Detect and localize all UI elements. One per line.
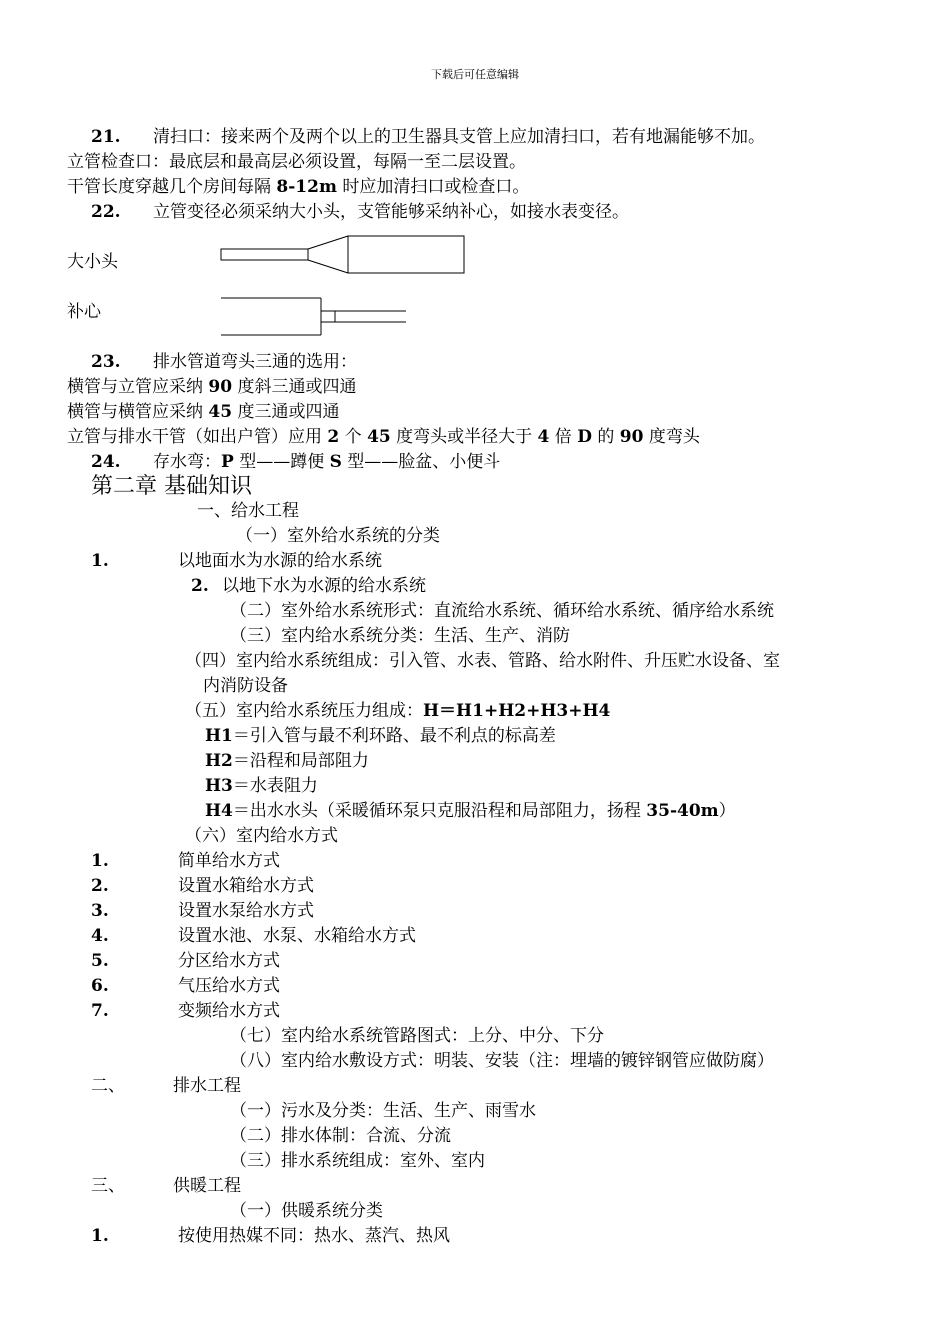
text-part: 横管与立管应采纳 [67,377,209,397]
page-header: 下载后可任意编辑 [431,68,519,81]
item-text: 排水管道弯头三通的选用： [153,352,357,372]
subsection-outdoor-forms: （二）室外给水系统形式：直流给水系统、循环给水系统、循序给水系统 [230,601,774,621]
pressure-formula: H＝H1+H2+H3+H4 [423,701,611,721]
text-part: 倍 [549,427,578,447]
item-text: 设置水泵给水方式 [178,901,314,921]
item-number: 24. [91,452,121,472]
figure-label-bushing: 补心 [67,302,101,322]
text-part: 横管与横管应采纳 [67,402,209,422]
item-number: 3. [91,901,109,921]
section-number: 三、 [91,1176,125,1196]
text-part: 度三通或四通 [232,402,340,422]
item-text: 以地下水为水源的给水系统 [222,576,426,596]
bushing-drawing [221,298,406,335]
text-part: 个 [339,427,368,447]
list-item [91,850,280,872]
pressure-h4 [205,800,736,822]
subsection-sewage: （一）污水及分类：生活、生产、雨雪水 [230,1101,536,1121]
paragraph-riser-inspection: 立管检查口：最底层和最高层必须设置，每隔一至二层设置。 [67,152,526,172]
text-part: 度弯头 [643,427,700,447]
subsection-drainage-system: （二）排水体制：合流、分流 [230,1126,451,1146]
text-bold: H3 [205,776,233,796]
item-23 [91,351,357,373]
pressure-h2 [205,750,369,772]
item-number: 6. [91,976,109,996]
text-part: ＝出水水头（采暖循环泵只克服沿程和局部阻力，扬程 [232,801,647,821]
paragraph-riser-main [67,426,700,448]
text-bold: D [577,427,592,447]
item-text: 按使用热媒不同：热水、蒸汽、热风 [178,1226,450,1246]
text-bold: H2 [205,751,233,771]
list-item [191,575,426,597]
list-item [91,1000,280,1022]
subsection-indoor-components: （四）室内给水系统组成：引入管、水表、管路、给水附件、升压贮水设备、室 [185,651,780,671]
text-part: 立管与排水干管（如出户管）应用 [67,427,328,447]
list-item [91,925,416,947]
item-number: 4. [91,926,109,946]
paragraph-horizontal-horizontal [67,401,339,423]
paragraph-horizontal-vertical [67,376,356,398]
item-number: 21. [91,127,121,147]
text-part: 度弯头或半径大于 [390,427,538,447]
text-part: 存水弯： [153,452,221,472]
item-number: 1. [91,851,109,871]
list-item [91,1225,450,1247]
text-bold: 4 [537,427,550,447]
text-bold: H1 [205,726,233,746]
item-number: 5. [91,951,109,971]
pressure-h1 [205,725,556,747]
item-number: 22. [91,202,121,222]
item-number: 7. [91,1001,109,1021]
subsection-indoor-components-cont: 内消防设备 [203,676,288,696]
item-text: 分区给水方式 [178,951,280,971]
subsection-installation: （八）室内给水敷设方式：明装、安装（注：埋墙的镀锌钢管应做防腐） [230,1051,774,1071]
text-bold: 35-40m [646,801,719,821]
reducer-drawing [221,236,464,273]
subsection-indoor-methods: （六）室内给水方式 [185,826,338,846]
text-bold: P [221,452,234,472]
list-item [91,975,280,997]
text-part: 的 [591,427,620,447]
pressure-h3 [205,775,318,797]
section-number: 二、 [91,1076,125,1096]
item-text: 变频给水方式 [178,1001,280,1021]
text-bold: 90 [208,377,233,397]
subsection-drainage-components: （三）排水系统组成：室外、室内 [230,1151,485,1171]
text-bold: S [329,452,342,472]
list-item [91,875,314,897]
subsection-outdoor-classification: （一）室外给水系统的分类 [236,526,440,546]
section-title: 供暖工程 [173,1176,241,1196]
text-part: 干管长度穿越几个房间每隔 [67,177,277,197]
text-part: ＝沿程和局部阻力 [232,751,369,771]
item-number: 2. [191,576,209,596]
item-text: 简单给水方式 [178,851,280,871]
figure-label-reducer: 大小头 [67,252,118,272]
list-item [91,900,314,922]
item-text: 设置水池、水泵、水箱给水方式 [178,926,416,946]
list-item [91,550,382,572]
text-bold: 8-12m [276,177,337,197]
chapter-heading: 第二章 基础知识 [91,474,252,499]
text-part: （五）室内给水系统压力组成： [185,701,423,721]
text-bold: H4 [205,801,233,821]
item-number: 1. [91,551,109,571]
subsection-indoor-classification: （三）室内给水系统分类：生活、生产、消防 [230,626,570,646]
text-part: ＝引入管与最不利环路、最不利点的标高差 [232,726,556,746]
item-number: 23. [91,352,121,372]
text-bold: 90 [619,427,644,447]
subsection-pressure [185,700,610,722]
item-text: 清扫口：接来两个及两个以上的卫生器具支管上应加清扫口，若有地漏能够不加。 [153,127,765,147]
subsection-pipe-layout: （七）室内给水系统管路图式：上分、中分、下分 [230,1026,604,1046]
section-heating [91,1175,241,1197]
text-part: 度斜三通或四通 [232,377,357,397]
pipe-fittings-figure [0,0,950,360]
item-text: 以地面水为水源的给水系统 [178,551,382,571]
section-title: 排水工程 [173,1076,241,1096]
text-part: 时应加清扫口或检查口。 [336,177,530,197]
text-bold: 45 [367,427,391,447]
section-water-supply: 一、给水工程 [197,501,299,521]
text-part: 型——脸盆、小便斗 [341,452,501,472]
list-item [91,950,280,972]
item-text: 设置水箱给水方式 [178,876,314,896]
text-part: ＝水表阻力 [232,776,318,796]
subsection-heating-classification: （一）供暖系统分类 [230,1201,383,1221]
item-number: 2. [91,876,109,896]
item-24 [91,451,500,473]
item-text: 气压给水方式 [178,976,280,996]
text-bold: 45 [208,402,233,422]
text-part: ） [718,801,736,821]
item-number: 1. [91,1226,109,1246]
text-part: 型——蹲便 [233,452,330,472]
item-text: 立管变径必须采纳大小头，支管能够采纳补心，如接水表变径。 [153,202,629,222]
section-drainage [91,1075,241,1097]
text-bold: 2 [327,427,340,447]
